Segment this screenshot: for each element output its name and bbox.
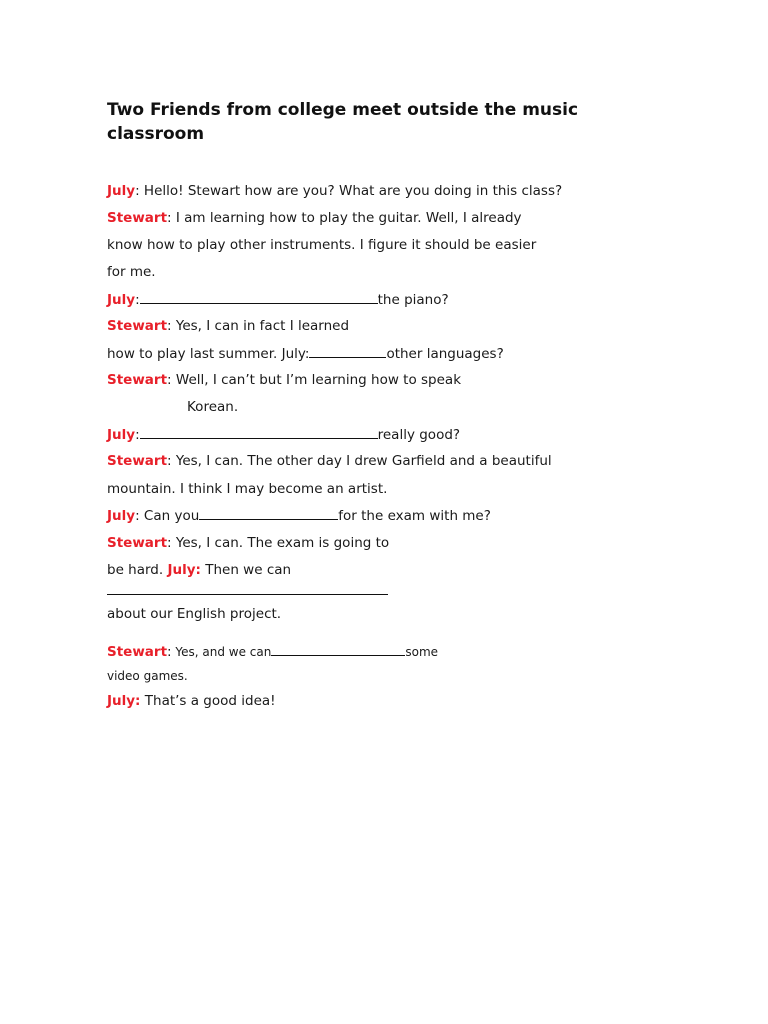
dialogue-line (107, 317, 349, 335)
dialogue-line (107, 534, 389, 552)
speaker-name: Stewart (107, 318, 168, 334)
speaker-name: Stewart (107, 453, 168, 469)
line-text: mountain. I think I may become an artist. (107, 481, 388, 497)
dialogue-line (107, 263, 156, 281)
speaker-name: July (107, 427, 136, 443)
line-text: Hello! Stewart how are you? What are you doing in this class? (139, 183, 563, 199)
line-text: really good? (377, 427, 461, 443)
line-text: other languages? (386, 346, 504, 362)
line-text: Yes, and we can (171, 645, 272, 659)
line-text: Yes, I can in fact I learned (171, 318, 350, 334)
speaker-colon: : (135, 292, 140, 308)
speaker-colon: : (167, 318, 172, 334)
answer-blank[interactable] (271, 642, 405, 656)
line-text: That’s a good idea! (140, 693, 276, 709)
line-text: how to play last summer. July: (107, 346, 310, 362)
dialogue-line (107, 642, 438, 661)
dialogue-line (107, 425, 460, 444)
speaker-name: Stewart (107, 535, 168, 551)
speaker-name: July (107, 183, 136, 199)
dialogue-line (107, 692, 276, 710)
answer-blank[interactable] (107, 594, 388, 595)
dialogue-line (107, 667, 188, 685)
dialogue-line (107, 452, 552, 470)
line-text: Then we can (200, 562, 292, 578)
dialogue-line (107, 236, 536, 254)
speaker-name: July: (107, 693, 141, 709)
line-text: know how to play other instruments. I figure it should be easier (107, 237, 537, 253)
dialogue-line (107, 506, 491, 525)
speaker-colon: : (135, 427, 140, 443)
speaker-colon: : (167, 210, 172, 226)
dialogue-line (107, 480, 387, 498)
line-text: Yes, I can. The exam is going to (171, 535, 390, 551)
answer-blank[interactable] (140, 290, 378, 304)
speaker-name: Stewart (107, 372, 168, 388)
speaker-name: July (107, 292, 136, 308)
answer-blank[interactable] (309, 344, 386, 358)
line-text: about our English project. (107, 606, 282, 622)
line-text: for the exam with me? (338, 508, 491, 524)
line-text: video games. (107, 669, 188, 683)
speaker-name: July: (167, 562, 201, 578)
dialogue-line (107, 344, 504, 363)
speaker-name: Stewart (107, 644, 168, 660)
speaker-name: Stewart (107, 210, 168, 226)
speaker-colon: : (135, 183, 140, 199)
line-text: I am learning how to play the guitar. Well, I already (171, 210, 522, 226)
speaker-colon: : (167, 453, 172, 469)
dialogue-line (107, 290, 449, 309)
speaker-colon: : (167, 372, 172, 388)
line-text: be hard. (107, 562, 168, 578)
dialogue-line (107, 561, 291, 579)
line-text: for me. (107, 264, 156, 280)
line-text: the piano? (377, 292, 449, 308)
answer-blank[interactable] (199, 506, 338, 520)
answer-blank[interactable] (140, 425, 378, 439)
line-text: Well, I can’t but I’m learning how to speak (171, 372, 462, 388)
dialogue-line (107, 209, 522, 227)
line-text: Can you (139, 508, 200, 524)
dialogue-line (107, 605, 281, 623)
speaker-colon: : (135, 508, 140, 524)
speaker-colon: : (167, 644, 172, 660)
page-title: Two Friends from college meet outside the music classroom (107, 100, 579, 144)
dialogue-line (187, 398, 238, 416)
line-text: Yes, I can. The other day I drew Garfield and a beautiful (171, 453, 552, 469)
speaker-name: July (107, 508, 136, 524)
speaker-colon: : (167, 535, 172, 551)
line-text: Korean. (187, 399, 239, 415)
dialogue-line (107, 182, 562, 200)
line-text: some (405, 645, 439, 659)
dialogue-line (107, 371, 461, 389)
